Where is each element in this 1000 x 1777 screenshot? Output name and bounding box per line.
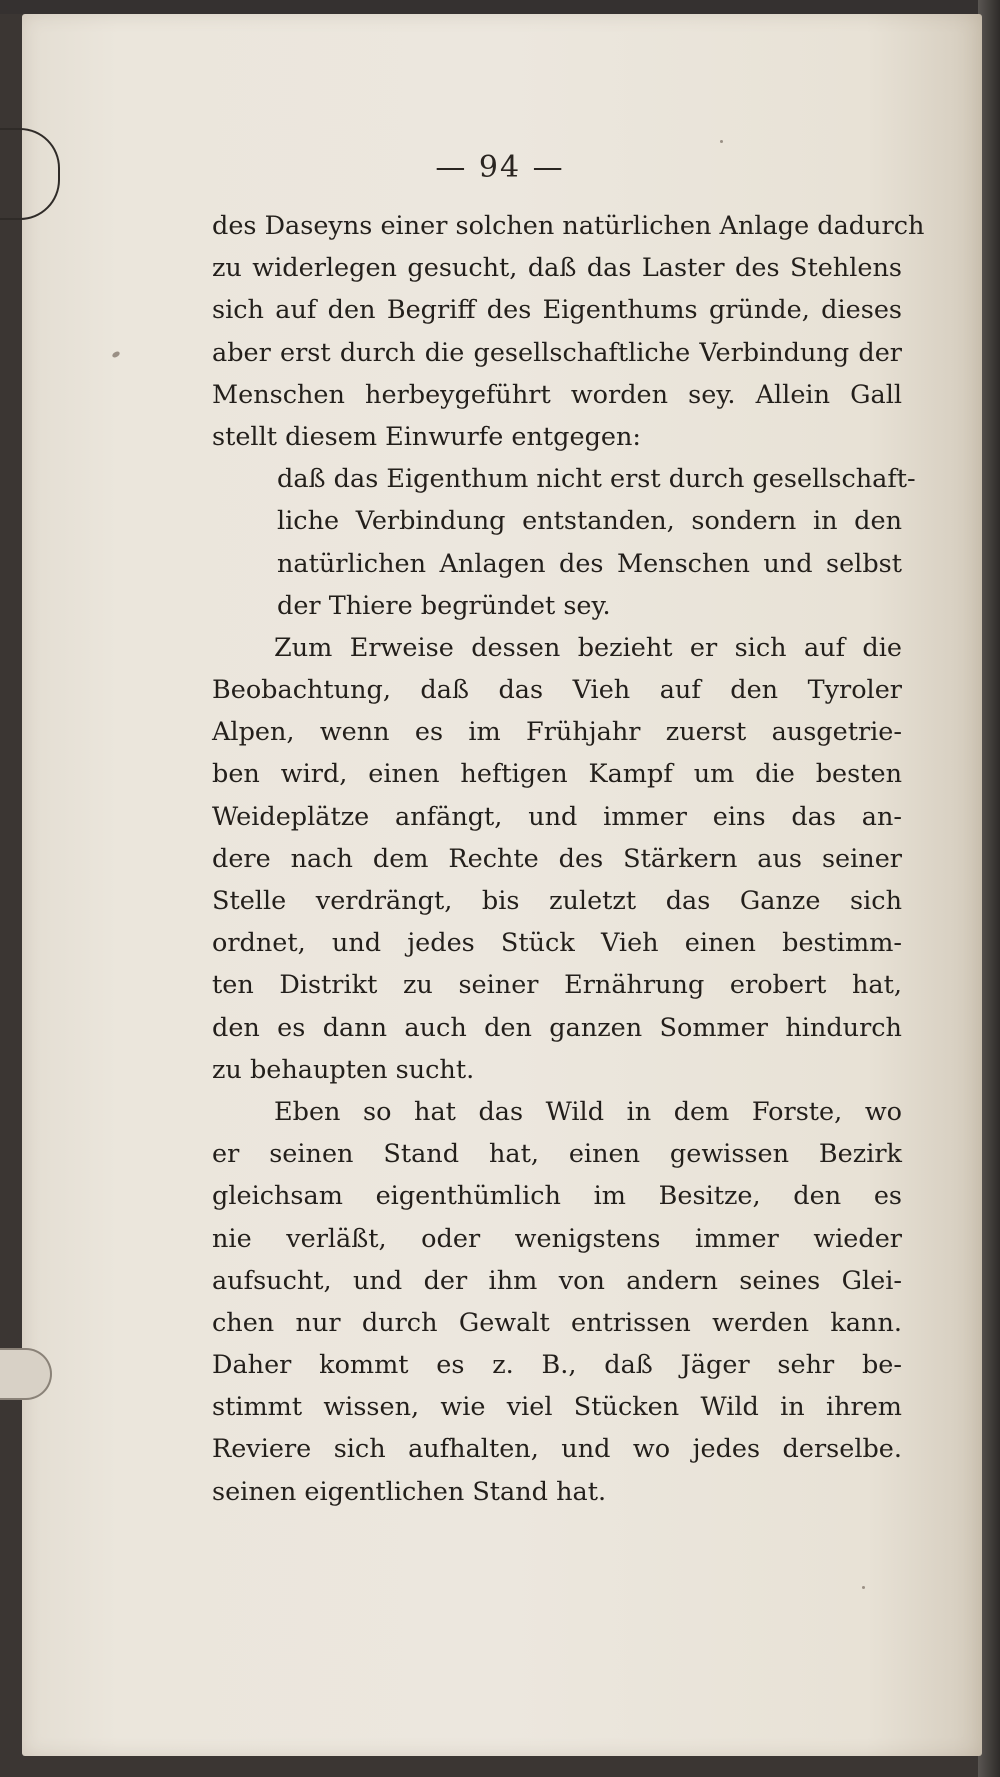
paper-speck xyxy=(720,140,723,143)
text-line: nie verläßt, oder wenigstens immer wieder xyxy=(212,1223,902,1254)
text-line: ten Distrikt zu seiner Ernährung erobert hat, xyxy=(212,970,902,1001)
scan-top-edge xyxy=(0,0,1000,14)
text-line: sich auf den Begriff des Eigenthums gründe, dieses xyxy=(212,295,902,326)
text-line: aber erst durch die gesellschaftliche Verbindung der xyxy=(212,337,902,368)
text-line: Weideplätze anfängt, und immer eins das an- xyxy=(212,801,902,832)
text-line: Stelle verdrängt, bis zuletzt das Ganze sich xyxy=(212,886,902,916)
quoted-line: natürlichen Anlagen des Menschen und selbst xyxy=(277,548,902,579)
text-line: ordnet, und jedes Stück Vieh einen bestimm- xyxy=(212,928,902,959)
paragraph-first-line: Zum Erweise dessen bezieht er sich auf die xyxy=(274,632,902,663)
text-line: ben wird, einen heftigen Kampf um die besten xyxy=(212,759,902,790)
paper-speck xyxy=(862,1586,865,1589)
text-line: des Daseyns einer solchen natürlichen Anlage dadurch xyxy=(212,211,925,241)
page-number: — 94 — xyxy=(435,150,565,185)
text-line: stellt diesem Einwurfe entgegen: xyxy=(212,421,641,452)
text-line: Alpen, wenn es im Frühjahr zuerst ausgetrie- xyxy=(212,717,902,748)
text-line: zu behaupten sucht. xyxy=(212,1054,475,1085)
text-line: Reviere sich aufhalten, und wo jedes derselbe. xyxy=(212,1434,902,1465)
text-line: Menschen herbeygeführt worden sey. Allein Gall xyxy=(212,379,902,410)
paragraph-first-line: Eben so hat das Wild in dem Forste, wo xyxy=(274,1096,902,1127)
text-line: gleichsam eigenthümlich im Besitze, den es xyxy=(212,1181,902,1212)
text-line: chen nur durch Gewalt entrissen werden kann. xyxy=(212,1307,902,1338)
quoted-line: liche Verbindung entstanden, sondern in den xyxy=(277,506,902,537)
text-line: er seinen Stand hat, einen gewissen Bezirk xyxy=(212,1139,902,1170)
quoted-line: der Thiere begründet sey. xyxy=(277,590,611,621)
text-line: aufsucht, und der ihm von andern seines Glei- xyxy=(212,1265,902,1296)
page-body xyxy=(212,205,925,1513)
text-line: Daher kommt es z. B., daß Jäger sehr be- xyxy=(212,1350,902,1381)
text-line: zu widerlegen gesucht, daß das Laster des Stehlens xyxy=(212,253,902,284)
text-line: den es dann auch den ganzen Sommer hindurch xyxy=(212,1012,902,1043)
text-line: dere nach dem Rechte des Stärkern aus seiner xyxy=(212,843,902,874)
page-clip-bottom xyxy=(0,1348,52,1400)
text-line: seinen eigentlichen Stand hat. xyxy=(212,1476,607,1507)
text-line: stimmt wissen, wie viel Stücken Wild in ihrem xyxy=(212,1392,902,1423)
quoted-line: daß das Eigenthum nicht erst durch gesellschaft- xyxy=(277,464,916,495)
text-line: Beobachtung, daß das Vieh auf den Tyroler xyxy=(212,675,902,706)
